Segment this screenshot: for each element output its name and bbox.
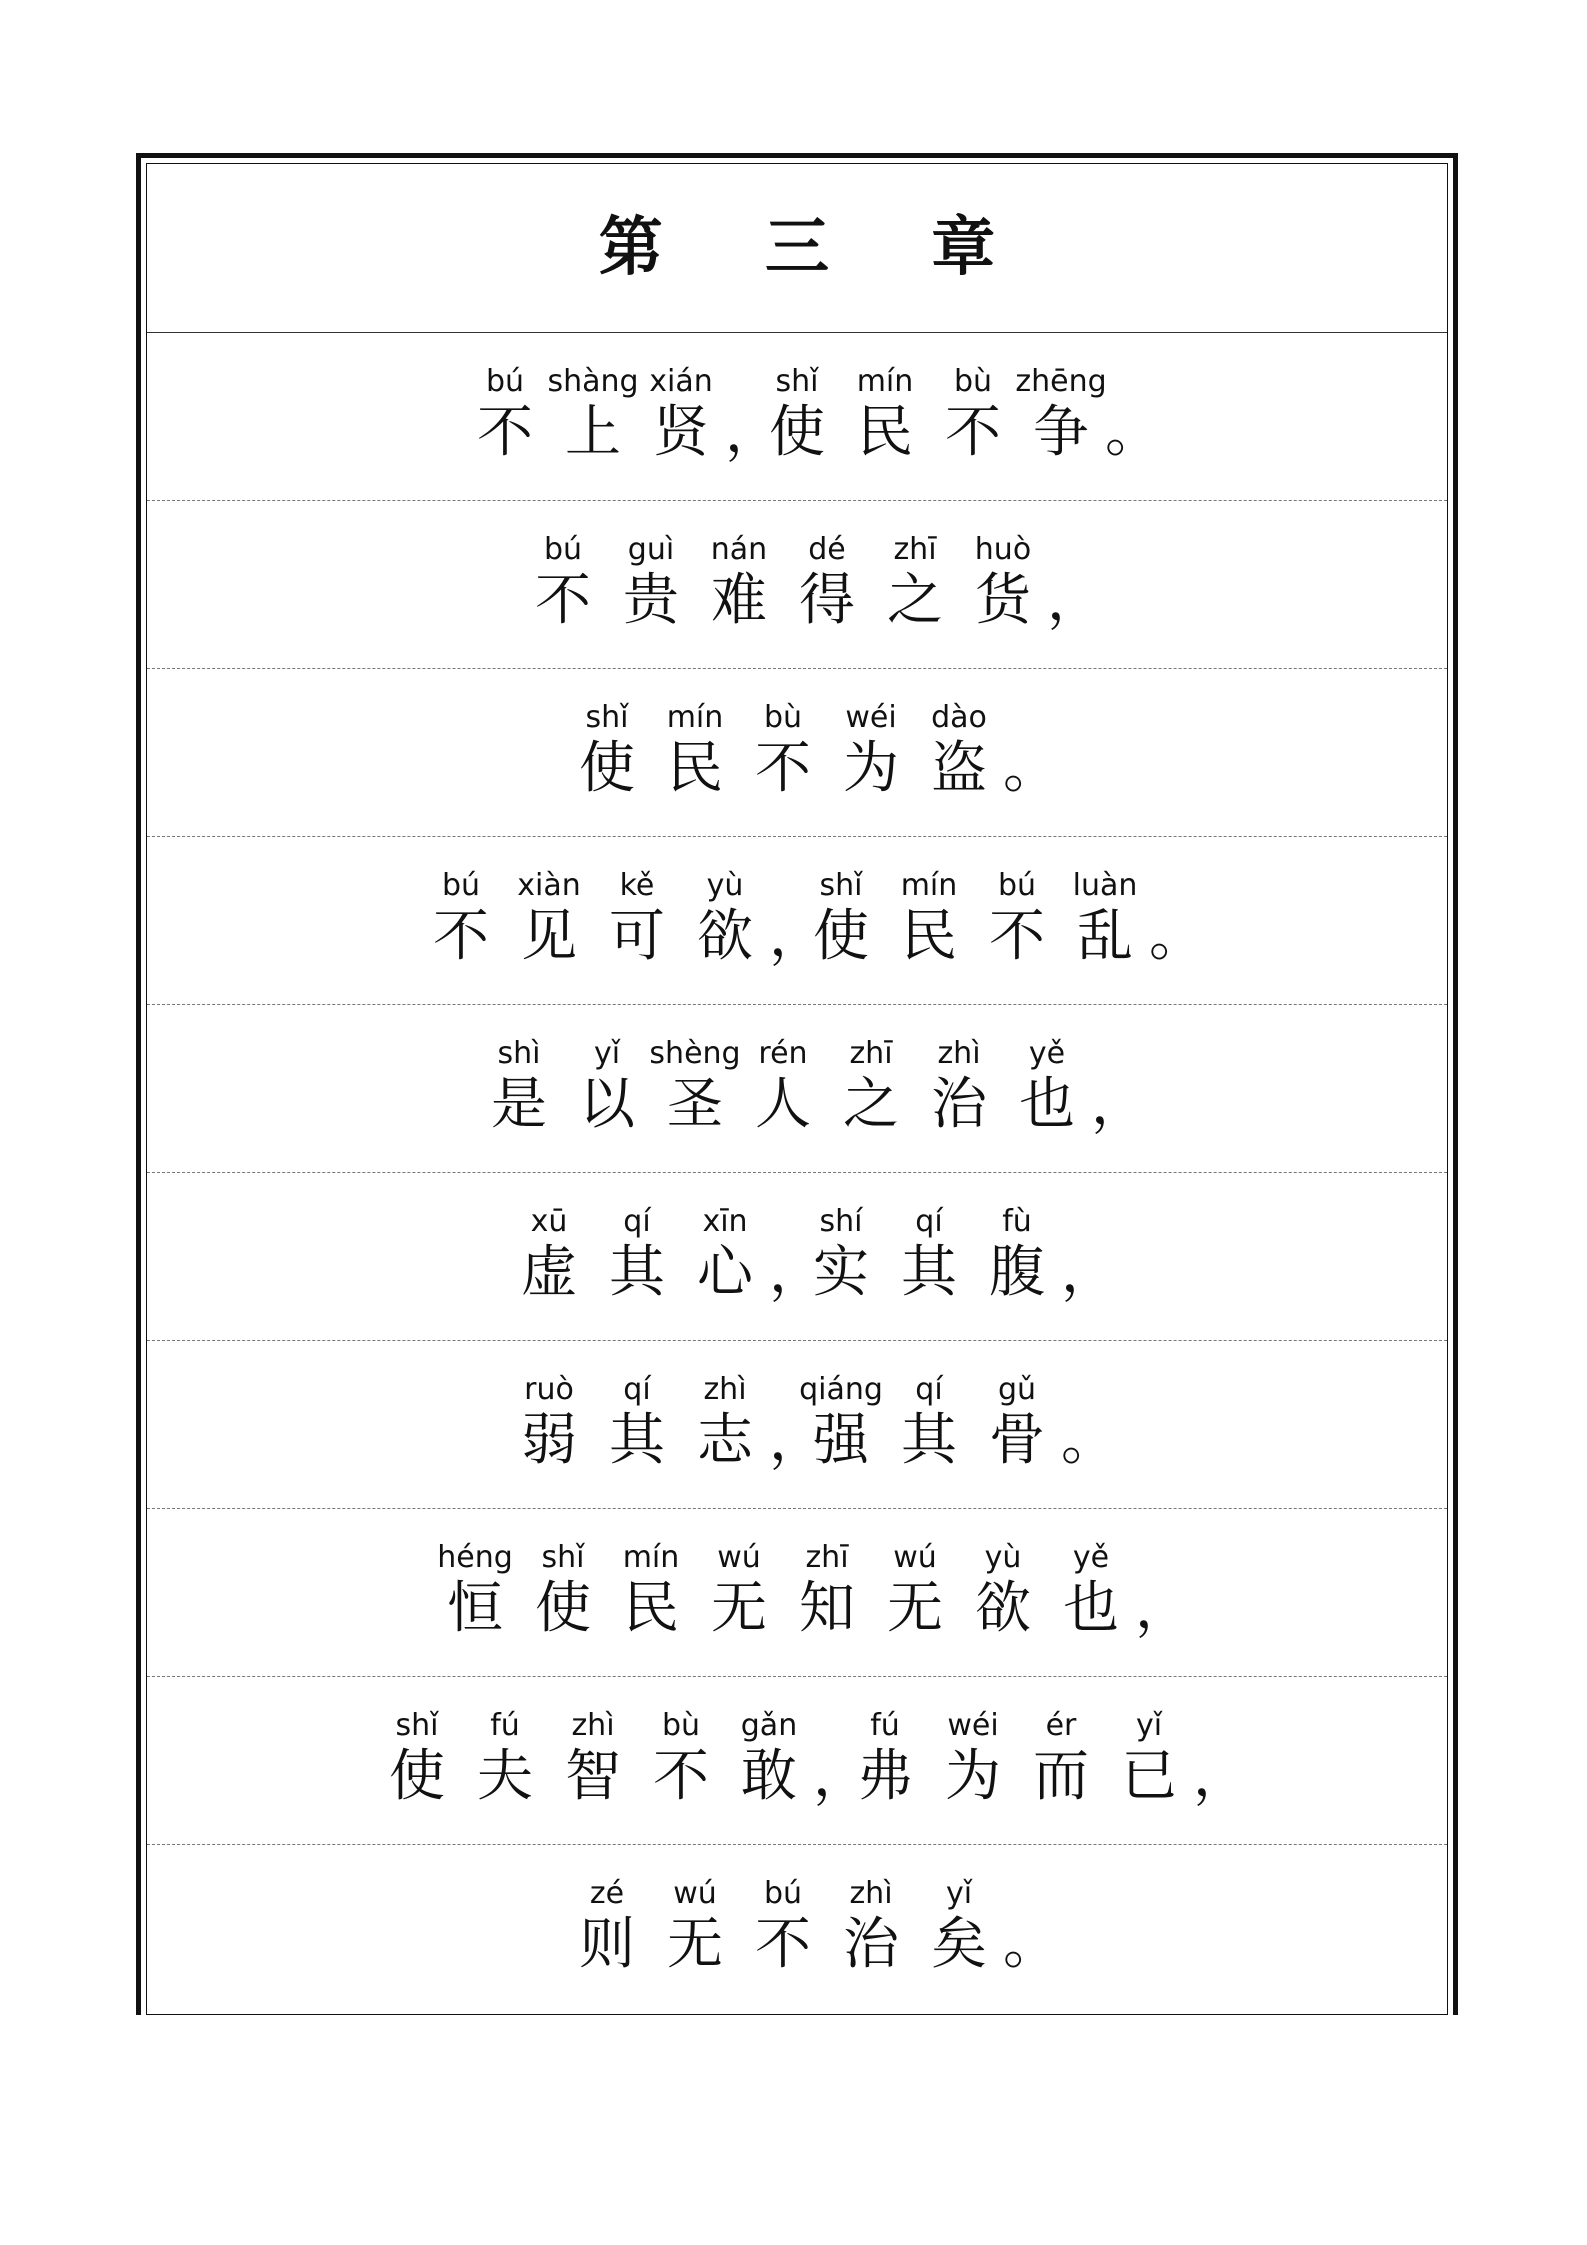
character-cell: [973, 1373, 1061, 1475]
pinyin: mín: [622, 1540, 680, 1575]
pinyin: fú: [870, 1708, 900, 1743]
pinyin: bù: [763, 700, 803, 735]
character-cell: [959, 533, 1047, 635]
character-cell: [563, 1877, 651, 1979]
hanzi: 欲: [697, 904, 753, 969]
hanzi: 以: [579, 1072, 635, 1137]
pinyin: fú: [490, 1708, 520, 1743]
verse-text: [461, 364, 1161, 467]
punctuation: ，: [1193, 1744, 1249, 1809]
pinyin: huò: [974, 532, 1032, 567]
character-cell: [593, 1205, 681, 1307]
pinyin: luàn: [1072, 868, 1138, 903]
character-cell: [505, 869, 593, 971]
pinyin: zhì: [937, 1036, 981, 1071]
pinyin: kě: [619, 868, 655, 903]
punctuation: ，: [1061, 1240, 1117, 1305]
pinyin: wú: [673, 1876, 717, 1911]
hanzi: 难: [711, 568, 767, 633]
hanzi: 治: [931, 1072, 987, 1137]
character-cell: [739, 1037, 827, 1139]
verse-line: [147, 668, 1447, 837]
hanzi: 盗: [931, 736, 987, 801]
character-cell: [651, 701, 739, 803]
hanzi: 弗: [857, 1744, 913, 1809]
punctuation: ，: [769, 904, 825, 969]
pinyin: zhì: [703, 1372, 747, 1407]
character-cell: [1047, 1541, 1135, 1643]
pinyin: xián: [649, 364, 713, 399]
pinyin: yǐ: [593, 1036, 621, 1071]
pinyin: gǎn: [740, 1708, 798, 1743]
hanzi: 恒: [447, 1576, 503, 1641]
pinyin: xīn: [702, 1204, 748, 1239]
verse-line: [147, 1340, 1447, 1509]
hanzi: 无: [887, 1576, 943, 1641]
hanzi: 则: [579, 1912, 635, 1977]
character-cell: [637, 1709, 725, 1811]
pinyin: yǐ: [945, 1876, 973, 1911]
character-cell: [505, 1205, 593, 1307]
content-box: [146, 163, 1448, 2015]
character-cell: [739, 1877, 827, 1979]
pinyin: qiáng: [799, 1372, 883, 1407]
character-cell: [505, 1373, 593, 1475]
hanzi: 心: [697, 1240, 753, 1305]
hanzi: 知: [799, 1576, 855, 1641]
character-cell: [651, 1037, 739, 1139]
character-cell: [563, 701, 651, 803]
character-cell: [593, 1373, 681, 1475]
hanzi: 不: [653, 1744, 709, 1809]
character-cell: [637, 365, 725, 467]
hanzi: 民: [623, 1576, 679, 1641]
character-cell: [417, 869, 505, 971]
character-cell: [1003, 1037, 1091, 1139]
character-cell: [783, 533, 871, 635]
hanzi: 贵: [623, 568, 679, 633]
pinyin: nán: [710, 532, 768, 567]
hanzi: 见: [521, 904, 577, 969]
punctuation: 。: [1003, 736, 1059, 801]
hanzi: 也: [1063, 1576, 1119, 1641]
character-cell: [695, 1541, 783, 1643]
chapter-title: 第 三 章: [598, 210, 1036, 285]
pinyin: shí: [819, 1204, 863, 1239]
hanzi: 而: [1033, 1744, 1089, 1809]
pinyin: yǐ: [1135, 1708, 1163, 1743]
character-cell: [549, 365, 637, 467]
character-cell: [519, 533, 607, 635]
hanzi: 矣: [931, 1912, 987, 1977]
verse-text: [475, 1036, 1147, 1139]
pinyin: wéi: [845, 700, 897, 735]
pinyin: dé: [808, 532, 846, 567]
verse-text: [563, 1876, 1059, 1979]
character-cell: [973, 869, 1061, 971]
character-cell: [431, 1541, 519, 1643]
character-cell: [841, 365, 929, 467]
pinyin: dào: [931, 700, 987, 735]
character-cell: [783, 1541, 871, 1643]
pinyin: rén: [758, 1036, 808, 1071]
character-cell: [1105, 1709, 1193, 1811]
pinyin: zhī: [849, 1036, 893, 1071]
pinyin: shì: [497, 1036, 541, 1071]
punctuation: 。: [1003, 1912, 1059, 1977]
character-cell: [841, 1709, 929, 1811]
pinyin: xū: [530, 1204, 568, 1239]
pinyin: yù: [984, 1540, 1022, 1575]
hanzi: 使: [769, 400, 825, 465]
hanzi: 使: [579, 736, 635, 801]
character-cell: [827, 701, 915, 803]
punctuation: ，: [1091, 1072, 1147, 1137]
hanzi: 实: [813, 1240, 869, 1305]
verse-text: [373, 1708, 1249, 1811]
character-cell: [681, 1205, 769, 1307]
pinyin: yě: [1028, 1036, 1066, 1071]
pinyin: qí: [915, 1372, 943, 1407]
verse-text: [431, 1540, 1191, 1643]
hanzi: 上: [565, 400, 621, 465]
character-cell: [915, 701, 1003, 803]
pinyin: bú: [485, 364, 525, 399]
character-cell: [915, 1037, 1003, 1139]
verse-line: [147, 1508, 1447, 1677]
hanzi: 民: [857, 400, 913, 465]
character-cell: [1017, 365, 1105, 467]
hanzi: 民: [901, 904, 957, 969]
character-cell: [519, 1541, 607, 1643]
hanzi: 不: [945, 400, 1001, 465]
pinyin: ér: [1045, 1708, 1077, 1743]
punctuation: 。: [1061, 1408, 1117, 1473]
character-cell: [607, 1541, 695, 1643]
hanzi: 为: [945, 1744, 1001, 1809]
hanzi: 是: [491, 1072, 547, 1137]
pinyin: qí: [915, 1204, 943, 1239]
character-cell: [871, 1541, 959, 1643]
character-cell: [885, 1373, 973, 1475]
character-cell: [827, 1037, 915, 1139]
pinyin: wú: [893, 1540, 937, 1575]
pinyin: bù: [953, 364, 993, 399]
character-cell: [929, 365, 1017, 467]
hanzi: 智: [565, 1744, 621, 1809]
hanzi: 其: [609, 1240, 665, 1305]
verse-line: [147, 500, 1447, 669]
character-cell: [929, 1709, 1017, 1811]
verse-line: [147, 1172, 1447, 1341]
character-cell: [461, 1709, 549, 1811]
punctuation: ，: [813, 1744, 869, 1809]
hanzi: 其: [609, 1408, 665, 1473]
character-cell: [1017, 1709, 1105, 1811]
hanzi: 为: [843, 736, 899, 801]
character-cell: [461, 365, 549, 467]
pinyin: xiàn: [517, 868, 581, 903]
hanzi: 弱: [521, 1408, 577, 1473]
character-cell: [475, 1037, 563, 1139]
hanzi: 不: [433, 904, 489, 969]
character-cell: [549, 1709, 637, 1811]
pinyin: yě: [1072, 1540, 1110, 1575]
verse-text: [563, 700, 1059, 803]
hanzi: 治: [843, 1912, 899, 1977]
hanzi: 之: [887, 568, 943, 633]
hanzi: 得: [799, 568, 855, 633]
hanzi: 人: [755, 1072, 811, 1137]
hanzi: 已: [1121, 1744, 1177, 1809]
pinyin: mín: [900, 868, 958, 903]
verse-line: [147, 332, 1447, 501]
pinyin: zhī: [805, 1540, 849, 1575]
verse-line: [147, 1844, 1447, 2012]
title-row: [147, 164, 1447, 333]
hanzi: 乱: [1077, 904, 1133, 969]
hanzi: 夫: [477, 1744, 533, 1809]
pinyin: zhì: [849, 1876, 893, 1911]
punctuation: 。: [1105, 400, 1161, 465]
hanzi: 圣: [667, 1072, 723, 1137]
pinyin: mín: [666, 700, 724, 735]
character-cell: [681, 869, 769, 971]
hanzi: 无: [711, 1576, 767, 1641]
hanzi: 可: [609, 904, 665, 969]
hanzi: 使: [535, 1576, 591, 1641]
character-cell: [651, 1877, 739, 1979]
hanzi: 欲: [975, 1576, 1031, 1641]
character-cell: [725, 1709, 813, 1811]
pinyin: shǐ: [585, 700, 629, 735]
verse-text: [505, 1204, 1117, 1307]
verse-text: [417, 868, 1205, 971]
character-cell: [753, 365, 841, 467]
character-cell: [563, 1037, 651, 1139]
punctuation: ，: [1135, 1576, 1191, 1641]
pinyin: mín: [856, 364, 914, 399]
character-cell: [695, 533, 783, 635]
pinyin: zhì: [571, 1708, 615, 1743]
pinyin: qí: [623, 1204, 651, 1239]
hanzi: 骨: [989, 1408, 1045, 1473]
character-cell: [915, 1877, 1003, 1979]
hanzi: 使: [813, 904, 869, 969]
hanzi: 其: [901, 1408, 957, 1473]
pinyin: qí: [623, 1372, 651, 1407]
hanzi: 强: [813, 1408, 869, 1473]
pinyin: bù: [661, 1708, 701, 1743]
pinyin: bú: [441, 868, 481, 903]
pinyin: héng: [437, 1540, 513, 1575]
pinyin: wú: [717, 1540, 761, 1575]
character-cell: [827, 1877, 915, 1979]
hanzi: 其: [901, 1240, 957, 1305]
hanzi: 使: [389, 1744, 445, 1809]
punctuation: ，: [1047, 568, 1103, 633]
pinyin: guì: [627, 532, 675, 567]
character-cell: [885, 1205, 973, 1307]
pinyin: zhī: [893, 532, 937, 567]
hanzi: 不: [535, 568, 591, 633]
punctuation: ，: [769, 1408, 825, 1473]
pinyin: zhēng: [1015, 364, 1107, 399]
character-cell: [871, 533, 959, 635]
character-cell: [739, 701, 827, 803]
pinyin: shǐ: [541, 1540, 585, 1575]
punctuation: ，: [725, 400, 781, 465]
hanzi: 货: [975, 568, 1031, 633]
hanzi: 腹: [989, 1240, 1045, 1305]
pinyin: shǐ: [819, 868, 863, 903]
hanzi: 不: [755, 1912, 811, 1977]
pinyin: shèng: [649, 1036, 741, 1071]
hanzi: 争: [1033, 400, 1089, 465]
pinyin: wéi: [947, 1708, 999, 1743]
hanzi: 也: [1019, 1072, 1075, 1137]
pinyin: fù: [1002, 1204, 1032, 1239]
hanzi: 贤: [653, 400, 709, 465]
character-cell: [885, 869, 973, 971]
hanzi: 敢: [741, 1744, 797, 1809]
pinyin: shǐ: [395, 1708, 439, 1743]
character-cell: [607, 533, 695, 635]
pinyin: bú: [543, 532, 583, 567]
hanzi: 不: [755, 736, 811, 801]
hanzi: 民: [667, 736, 723, 801]
hanzi: 无: [667, 1912, 723, 1977]
verse-text: [519, 532, 1103, 635]
pinyin: zé: [589, 1876, 625, 1911]
pinyin: ruò: [524, 1372, 574, 1407]
character-cell: [797, 869, 885, 971]
hanzi: 志: [697, 1408, 753, 1473]
verse-line: [147, 836, 1447, 1005]
punctuation: 。: [1149, 904, 1205, 969]
character-cell: [973, 1205, 1061, 1307]
hanzi: 之: [843, 1072, 899, 1137]
verse-text: [505, 1372, 1117, 1475]
hanzi: 不: [989, 904, 1045, 969]
verse-line: [147, 1004, 1447, 1173]
character-cell: [593, 869, 681, 971]
pinyin: gǔ: [997, 1372, 1037, 1407]
pinyin: yù: [706, 868, 744, 903]
character-cell: [1061, 869, 1149, 971]
character-cell: [797, 1373, 885, 1475]
page-frame: [136, 153, 1458, 2015]
pinyin: bú: [997, 868, 1037, 903]
pinyin: shǐ: [775, 364, 819, 399]
pinyin: bú: [763, 1876, 803, 1911]
character-cell: [681, 1373, 769, 1475]
pinyin: shàng: [547, 364, 639, 399]
punctuation: ，: [769, 1240, 825, 1305]
hanzi: 不: [477, 400, 533, 465]
hanzi: 虚: [521, 1240, 577, 1305]
character-cell: [797, 1205, 885, 1307]
verse-line: [147, 1676, 1447, 1845]
character-cell: [959, 1541, 1047, 1643]
character-cell: [373, 1709, 461, 1811]
